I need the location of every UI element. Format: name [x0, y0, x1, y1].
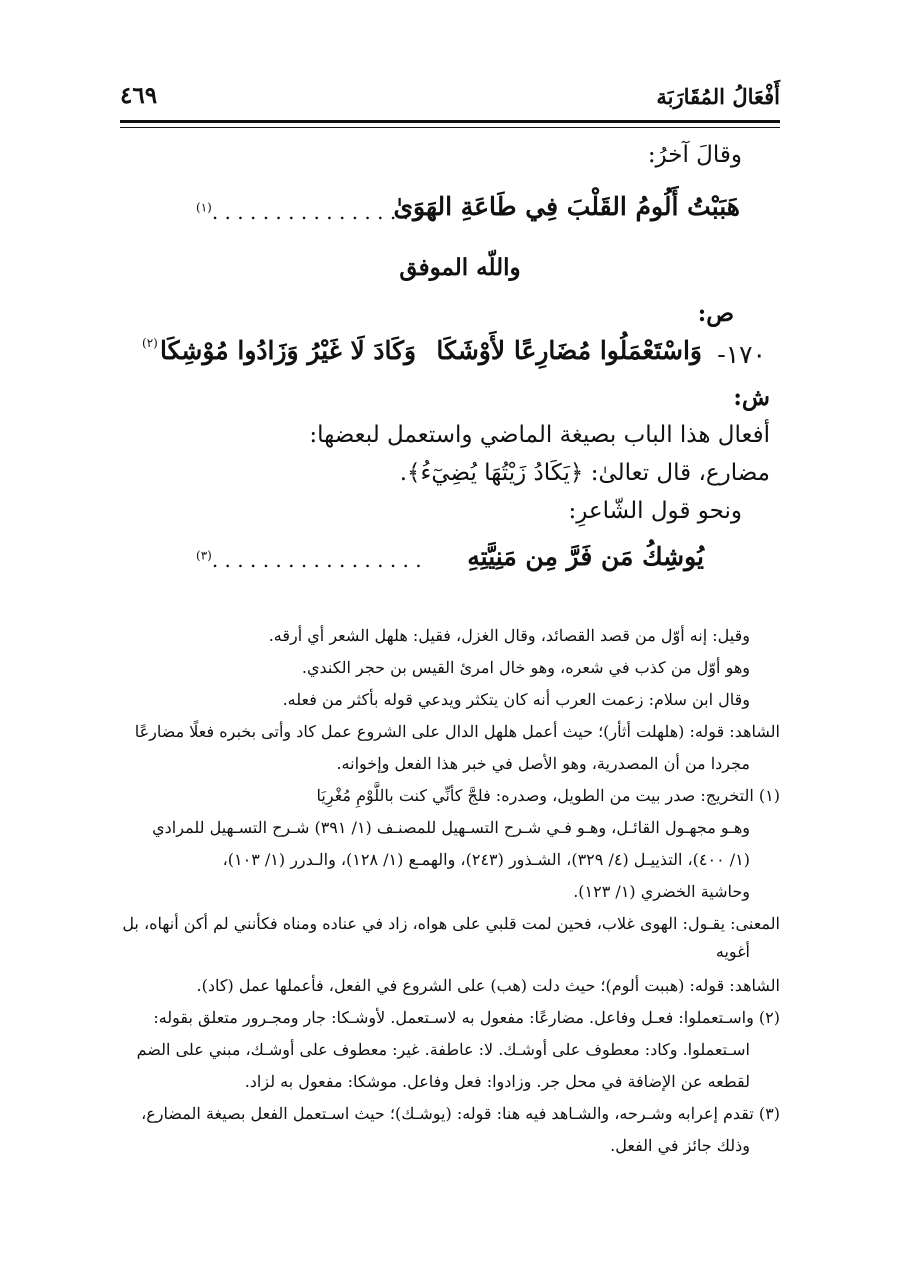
footnote-line: لقطعه عن الإضافة في محل جر. وزادوا: فعل وفاعل. موشكا: مفعول به لزاد.	[244, 1072, 750, 1091]
verse170-footnote-ref: (٢)	[142, 336, 158, 350]
footnote-line: وحاشية الخضري (١/ ١٢٣).	[573, 882, 750, 901]
footnote-line: (٣) تقدم إعرابه وشـرحه، والشـاهد فيه هنا: قوله: (يوشـك)؛ حيث اسـتعمل الفعل بصيغة المضارع،	[141, 1104, 780, 1123]
verse2-hemistich: يُوشِكُ مَن فَرَّ مِن مَنِيَّتِهِ	[467, 542, 704, 571]
verse170-number: ١٧٠-	[717, 340, 766, 369]
page-number: ٤٦٩	[120, 82, 158, 109]
verse1-ellipsis	[196, 200, 434, 224]
verse2-footnote-ref: (٣)	[196, 548, 212, 563]
footnote-line: وهو أوّل من كذب في شعره، وهو خال امرئ القيس بن حجر الكندي.	[301, 658, 750, 677]
shin-label: ش:	[733, 384, 770, 411]
footnote-line: المعنى: يقـول: الهوى غلاب، فحين لمت قلبي على هواه، زاد في عناده ومناه فكأنني لم أكن أنهاه، بل	[122, 914, 780, 933]
verse170-second-hemistich: وَكَادَ لَا غَيْرُ وَزَادُوا مُوْشِكَا	[160, 336, 417, 365]
header-rule-thick	[120, 120, 780, 123]
verse2-dots: . . . . . . . . . . . . . . . . .	[211, 548, 422, 572]
footnote-line: اسـتعملوا. وكاد: معطوف على أوشـك. لا: عاطفة. غير: معطوف على أوشـك، مبني على الضم	[136, 1040, 750, 1059]
footnote-line: (١/ ٤٠٠)، التذييـل (٤/ ٣٢٩)، الشـذور (٢٤٣)، والهمـع (١/ ١٢٨)، والـدرر (١/ ١٠٣)،	[222, 850, 750, 869]
footnotes	[120, 620, 780, 1180]
said-another-line: وقالَ آخرُ:	[647, 142, 742, 168]
verse1-footnote-ref: (١)	[196, 200, 212, 215]
footnote-line: وقال ابن سلام: زعمت العرب أنه كان يتكثر ويدعي قوله بأكثر من فعله.	[282, 690, 750, 709]
paragraph-line-3: ونحو قول الشّاعرِ:	[568, 498, 742, 524]
verse1-dots: . . . . . . . . . . . . . . . . . .	[211, 200, 435, 224]
header-rule-thin	[120, 127, 780, 128]
paragraph-line-1: أفعال هذا الباب بصيغة الماضي واستعمل لبعضها:	[309, 422, 770, 448]
footnote-line: الشاهد: قوله: (هببت ألوم)؛ حيث دلت (هب) على الشروع في الفعل، فأعملها عمل (كاد).	[196, 976, 780, 995]
footnote-line: (١) التخريج: صدر بيت من الطويل، وصدره: فلجَّ كأنِّي كنت باللَّوْمِ مُغْرِيَا	[316, 786, 780, 805]
sad-label: ص:	[697, 300, 734, 327]
verse2-ellipsis	[196, 548, 422, 572]
footnote-line: وذلك جائز في الفعل.	[610, 1136, 750, 1155]
verse170-first-hemistich: وَاسْتَعْمَلُوا مُضَارِعًا لأَوْشَكَا	[436, 336, 702, 365]
footnote-line: وقيل: إنه أوّل من قصد القصائد، وقال الغزل، فقيل: هلهل الشعر أي أرقه.	[268, 626, 750, 645]
running-title: أَفْعَالُ المُقَارَبَة	[656, 84, 780, 109]
verse1-hemistich: هَبَبْتُ أَلُومُ القَلْبَ فِي طَاعَةِ الهَوَىٰ	[393, 192, 740, 221]
footnote-line: وهـو مجهـول القائـل، وهـو فـي شـرح التسـهيل للمصنـف (١/ ٣٩١) شـرح التسـهيل للمرادي	[152, 818, 750, 837]
footnote-line: مجردا من أن المصدرية، وهو الأصل في خبر هذا الفعل وإخوانه.	[336, 754, 750, 773]
closing-line: واللّه الموفق	[399, 254, 521, 281]
footnote-line: الشاهد: قوله: (هلهلت أثأر)؛ حيث أعمل هلهل الدال على الشروع عمل كاد وأتى بخبره فعلًا مضارعًا	[134, 722, 780, 741]
paragraph-line-2: مضارع، قال تعالىٰ: ﴿يَكَادُ زَيْتُهَا يُضِيٓءُ﴾.	[399, 460, 770, 486]
footnote-line: أغويه	[715, 942, 750, 961]
footnote-line: (٢) واسـتعملوا: فعـل وفاعل. مضارعًا: مفعول به لاسـتعمل. لأوشـكا: جار ومجـرور متعلق بقوله:	[153, 1008, 780, 1027]
page-header	[120, 82, 780, 116]
